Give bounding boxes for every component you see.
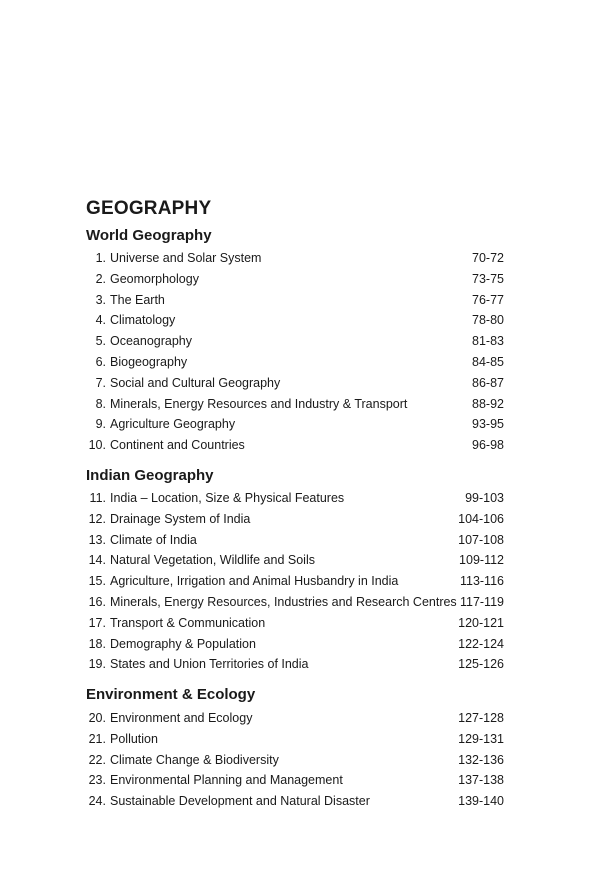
toc-entry-number: 2. <box>95 271 106 286</box>
toc-entry-pages: 132-136 <box>458 752 504 767</box>
toc-entry <box>86 571 504 591</box>
toc-entry-pages: 78-80 <box>472 313 504 328</box>
toc-entry-number: 1. <box>95 251 106 265</box>
toc-entry-title: Climate of India <box>110 532 197 547</box>
toc-entry-number: 12. <box>88 511 106 526</box>
toc-entry-pages: 86-87 <box>472 375 504 390</box>
toc-entry-pages: 109-112 <box>459 553 504 568</box>
toc-entry <box>86 654 504 674</box>
toc-entry-number: 9. <box>95 417 106 432</box>
toc-entry-pages: 73-75 <box>472 271 504 286</box>
toc-entry-title: Environmental Planning and Management <box>110 773 343 788</box>
toc-entry-number: 14. <box>88 553 106 568</box>
toc-entry-pages: 70-72 <box>472 251 504 265</box>
toc-entry-pages: 107-108 <box>458 532 504 547</box>
toc-entry-pages: 96-98 <box>472 438 504 453</box>
toc-entry-title: Sustainable Development and Natural Disaster <box>110 794 370 809</box>
toc-entry-pages: 81-83 <box>472 334 504 349</box>
toc-entry-title: Agriculture Geography <box>110 417 236 432</box>
toc-entry <box>86 750 504 770</box>
toc-entry <box>86 613 504 633</box>
toc-entry-pages: 137-138 <box>458 773 504 788</box>
toc-entry-number: 22. <box>88 752 106 767</box>
page-title: GEOGRAPHY <box>86 198 212 219</box>
toc-entry-number: 5. <box>95 334 106 349</box>
toc-entry-number: 18. <box>88 636 106 651</box>
toc-entry-pages: 139-140 <box>458 794 504 809</box>
toc-entry-pages: 129-131 <box>458 731 504 746</box>
toc-entry-pages: 104-106 <box>458 511 504 526</box>
toc-entry-title: The Earth <box>110 292 165 307</box>
toc-entry-number: 23. <box>88 773 106 788</box>
toc-entry-number: 7. <box>95 375 106 390</box>
toc-entry-title: Pollution <box>110 731 158 746</box>
toc-entry-pages: 120-121 <box>458 615 504 630</box>
toc-entry-number: 21. <box>88 731 106 746</box>
toc-entry <box>86 592 504 612</box>
toc-entry-number: 8. <box>95 396 106 411</box>
toc-entry <box>86 530 504 550</box>
toc-entry-number: 11. <box>89 491 106 505</box>
toc-entry-title: Climate Change & Biodiversity <box>110 752 279 767</box>
toc-entry-title: Minerals, Energy Resources and Industry & Transport <box>110 396 408 411</box>
toc-entry-title: India – Location, Size & Physical Features <box>110 491 345 505</box>
toc-entry <box>86 791 504 811</box>
toc-entry-pages: 84-85 <box>472 355 504 369</box>
toc-entry <box>86 394 504 414</box>
toc-entry-pages: 93-95 <box>472 417 504 432</box>
toc-entry-number: 15. <box>88 574 106 589</box>
toc-entry-title: Climatology <box>110 313 176 328</box>
toc-entry <box>86 414 504 434</box>
toc-entry <box>86 248 504 268</box>
toc-entry-title: Biogeography <box>110 355 188 369</box>
toc-entry-pages: 122-124 <box>458 636 504 651</box>
toc-entry-title: Universe and Solar System <box>110 251 262 265</box>
toc-entry-title: Minerals, Energy Resources, Industries and Research Centres <box>110 595 457 609</box>
toc-entry <box>86 634 504 654</box>
toc-entry <box>86 352 504 372</box>
toc-entry <box>86 435 504 455</box>
toc-entry-title: Oceanography <box>110 334 193 349</box>
toc-entry-title: Environment and Ecology <box>110 711 253 725</box>
toc-entry-pages: 76-77 <box>472 292 504 307</box>
section-title-environment-ecology: Environment & Ecology <box>86 686 256 703</box>
toc-entry <box>86 331 504 351</box>
toc-entry <box>86 310 504 330</box>
toc-entry-title: Continent and Countries <box>110 438 245 453</box>
section-title-world-geography: World Geography <box>86 227 212 244</box>
toc-entry-title: Agriculture, Irrigation and Animal Husbandry in India <box>110 574 399 589</box>
toc-entry <box>86 509 504 529</box>
toc-entry <box>86 770 504 790</box>
toc-entry <box>86 290 504 310</box>
toc-entry-title: Drainage System of India <box>110 511 251 526</box>
toc-entry <box>86 269 504 289</box>
toc-entry-number: 4. <box>95 313 106 328</box>
toc-entry <box>86 729 504 749</box>
toc-entry-number: 24. <box>88 794 106 809</box>
toc-entry-title: Natural Vegetation, Wildlife and Soils <box>110 553 315 568</box>
toc-entry-title: States and Union Territories of India <box>110 657 309 672</box>
toc-entry-pages: 99-103 <box>465 491 504 505</box>
toc-entry <box>86 708 504 728</box>
toc-entry-number: 13. <box>88 532 106 547</box>
toc-entry-number: 17. <box>88 615 106 630</box>
toc-entry-pages: 117-119 <box>459 595 504 609</box>
toc-entry <box>86 488 504 508</box>
toc-entry-pages: 88-92 <box>472 396 504 411</box>
toc-entry-title: Geomorphology <box>110 271 199 286</box>
toc-entry-pages: 113-116 <box>459 574 504 589</box>
section-title-indian-geography: Indian Geography <box>86 467 214 484</box>
toc-entry-title: Demography & Population <box>110 636 256 651</box>
toc-entry-number: 19. <box>88 657 106 672</box>
toc-entry-title: Social and Cultural Geography <box>110 375 281 390</box>
toc-entry-title: Transport & Communication <box>110 615 266 630</box>
toc-entry-pages: 125-126 <box>458 657 504 672</box>
toc-entry-pages: 127-128 <box>458 711 504 725</box>
toc-entry-number: 6. <box>95 355 106 369</box>
toc-entry-number: 16. <box>88 595 106 609</box>
toc-entry-number: 20. <box>88 711 106 725</box>
toc-entry <box>86 373 504 393</box>
toc-entry-number: 3. <box>95 292 106 307</box>
toc-entry <box>86 550 504 570</box>
toc-entry-number: 10. <box>88 438 106 453</box>
